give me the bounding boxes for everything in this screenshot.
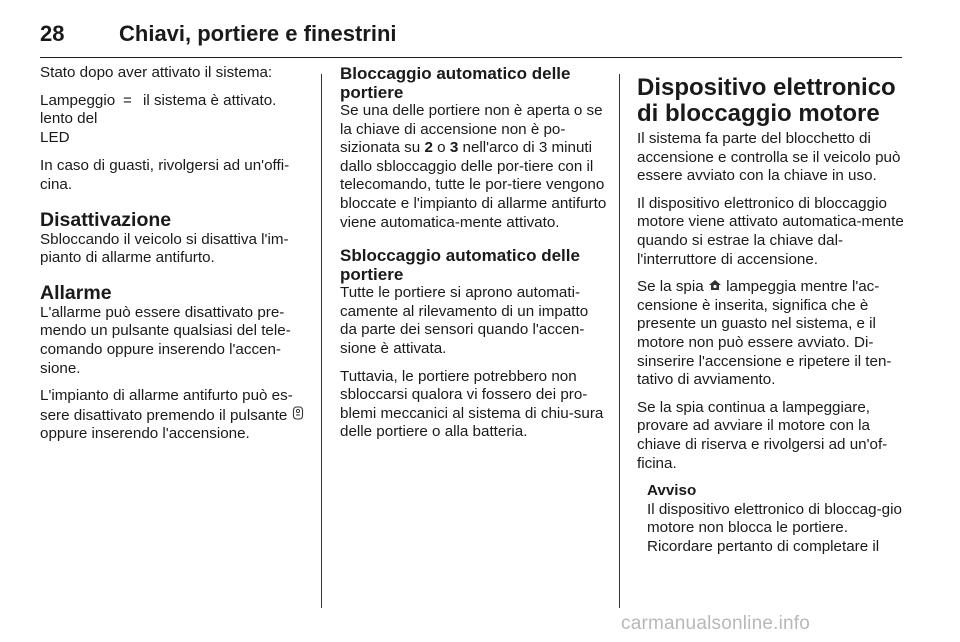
immobilizer-text-2: Il dispositivo elettronico di bloccaggio motore viene attivato automatica-mente quando si estrae la chiave dal-l'interruttore di accensione. — [637, 194, 904, 268]
column-middle — [340, 64, 608, 451]
column-divider — [321, 74, 322, 608]
page-title: Chiavi, portiere e finestrini — [119, 21, 397, 46]
heading-disattivazione: Disattivazione — [40, 208, 172, 231]
key-position-3: 3 — [449, 139, 459, 157]
note-box — [637, 482, 905, 556]
immobilizer-text-3 — [637, 278, 905, 390]
allarme-text-1: L'allarme può essere disattivato pre-mendo un pulsante qualsiasi del tele-comando oppure inserendo l'accen-sione. — [40, 303, 291, 377]
bloccaggio-text-a: Se una delle portiere non è aperta o se la chiave di accensione non è po-sizionata su — [340, 102, 603, 157]
led-term: Lampeggio lento del LED — [40, 91, 116, 146]
immobilizer-text-3a: Se la spia — [637, 278, 704, 296]
bloccaggio-or: o — [437, 139, 446, 157]
bloccaggio-text-b: nell'arco di 3 minuti dallo sbloccaggio delle por-tiere con il telecomando, tutte le por-tiere vengono bloccate e l'impianto di allarme antifurto viene automatica-mente attivato. — [340, 139, 607, 231]
allarme-text-2b: oppure inserendo l'accensione. — [40, 425, 250, 443]
led-definition: il sistema è attivato. — [143, 91, 277, 109]
heading-bloccaggio-automatico: Bloccaggio automatico delle portiere — [340, 64, 571, 102]
page-number: 28 — [40, 21, 65, 46]
column-divider — [619, 74, 620, 608]
led-equals: = — [123, 91, 132, 109]
column-right — [637, 64, 905, 556]
key-position-2: 2 — [424, 139, 433, 157]
note-text: Il dispositivo elettronico di bloccag-gio motore non blocca le portiere. Ricordare pertanto di completare il — [647, 500, 902, 555]
sbloccaggio-text-2: Tuttavia, le portiere potrebbero non sbloccarsi qualora vi fossero dei pro-blemi meccanici al sistema di chiu-sura delle portiere o alla batteria. — [340, 367, 604, 441]
allarme-text-2a: L'impianto di allarme antifurto può es-sere disattivato premendo il pulsante — [40, 387, 293, 424]
immobilizer-warning-icon — [708, 278, 722, 297]
fault-paragraph: In caso di guasti, rivolgersi ad un'offi-cina. — [40, 157, 290, 193]
immobilizer-text-1: Il sistema fa parte del blocchetto di accensione e controlla se il veicolo può essere avviato con la chiave in uso. — [637, 130, 901, 185]
led-status-row — [40, 92, 308, 148]
heading-sbloccaggio-automatico: Sbloccaggio automatico delle portiere — [340, 246, 580, 285]
sbloccaggio-text-1: Tutte le portiere si aprono automati-camente al rilevamento di un impatto da parte dei sensori quando l'accen-sione è attivata. — [340, 284, 589, 357]
watermark: carmanualsonline.info — [621, 613, 811, 634]
heading-dispositivo-bloccaggio: Dispositivo elettronico di bloccaggio motore — [637, 74, 896, 127]
bloccaggio-text — [340, 102, 608, 232]
immobilizer-text-4: Se la spia continua a lampeggiare, provare ad avviare il motore con la chiave di riserva e rivolgersi ad un'of-ficina. — [637, 398, 888, 472]
heading-allarme: Allarme — [40, 281, 112, 304]
key-fob-button-icon — [292, 406, 304, 426]
status-intro: Stato dopo aver attivato il sistema: — [40, 64, 273, 81]
note-title: Avviso — [647, 482, 697, 500]
immobilizer-text-3b: lampeggia mentre l'ac-censione è inserita, significa che è presente un guasto nel sistema, e il motore non può essere avviato. Di-sinserire l'accensione e ripetere il ten-tativo di avviamento. — [637, 278, 892, 389]
disattivazione-text: Sbloccando il veicolo si disattiva l'im-pianto di allarme antifurto. — [40, 230, 289, 267]
allarme-text-2 — [40, 387, 308, 444]
column-left — [40, 64, 308, 453]
page-header — [40, 10, 902, 58]
